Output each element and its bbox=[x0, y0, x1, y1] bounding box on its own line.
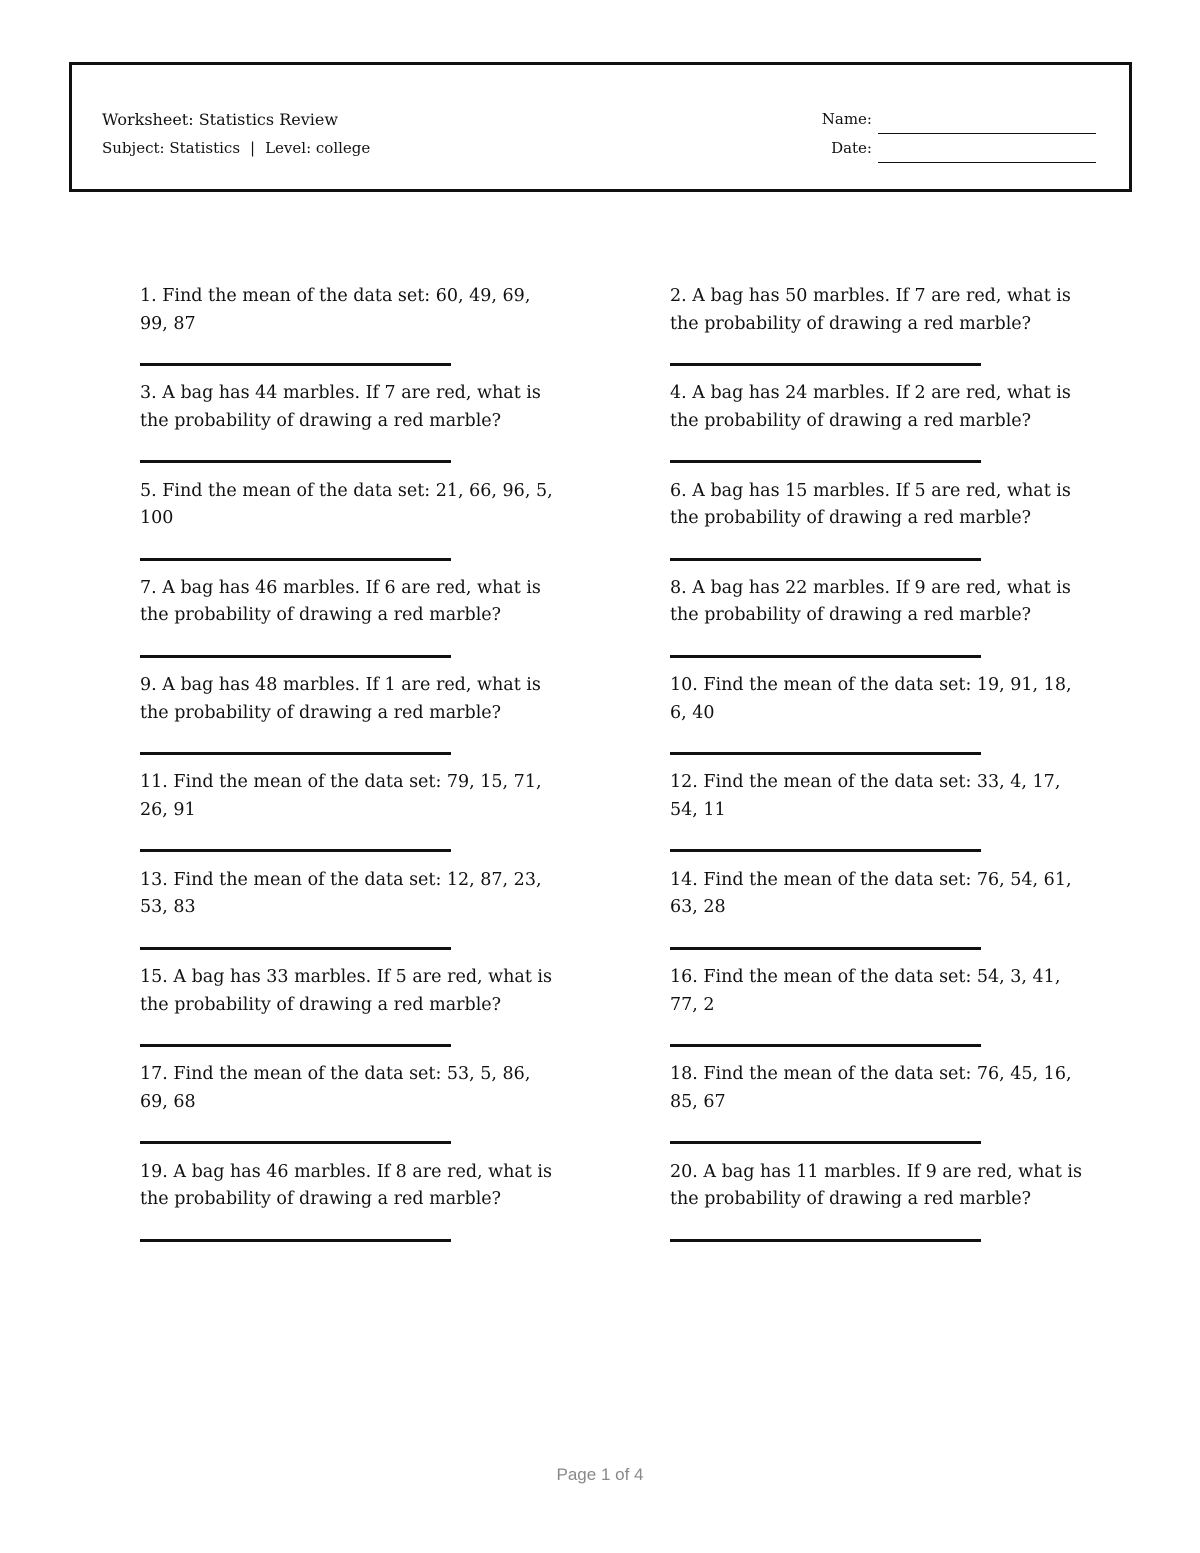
answer-line[interactable] bbox=[140, 460, 451, 463]
question-20 bbox=[670, 1159, 1090, 1256]
question-7 bbox=[140, 575, 560, 672]
answer-line[interactable] bbox=[140, 655, 451, 658]
question-2 bbox=[670, 283, 1090, 380]
answer-line[interactable] bbox=[140, 849, 451, 852]
question-10 bbox=[670, 672, 1090, 769]
answer-line[interactable] bbox=[670, 1141, 981, 1144]
name-blank[interactable] bbox=[878, 116, 1096, 134]
date-row bbox=[822, 134, 1096, 163]
header-info bbox=[102, 105, 370, 163]
question-19 bbox=[140, 1159, 560, 1256]
answer-line[interactable] bbox=[140, 1239, 451, 1242]
answer-line[interactable] bbox=[140, 363, 451, 366]
question-text: 20. A bag has 11 marbles. If 9 are red, what is the probability of drawing a red marble? bbox=[670, 1161, 1083, 1210]
answer-line[interactable] bbox=[140, 1044, 451, 1047]
question-text: 6. A bag has 15 marbles. If 5 are red, what is the probability of drawing a red marble? bbox=[670, 480, 1071, 529]
answer-line[interactable] bbox=[670, 947, 981, 950]
question-14 bbox=[670, 867, 1090, 964]
question-16 bbox=[670, 964, 1090, 1061]
question-text: 18. Find the mean of the data set: 76, 45, 16, 85, 67 bbox=[670, 1064, 1072, 1112]
question-12 bbox=[670, 769, 1090, 866]
question-text: 14. Find the mean of the data set: 76, 54, 61, 63, 28 bbox=[670, 869, 1072, 918]
question-17 bbox=[140, 1061, 560, 1158]
answer-line[interactable] bbox=[140, 947, 451, 950]
question-15 bbox=[140, 964, 560, 1061]
question-5 bbox=[140, 478, 560, 575]
question-text: 16. Find the mean of the data set: 54, 3, 41, 77, 2 bbox=[670, 967, 1061, 1015]
question-13 bbox=[140, 867, 560, 964]
question-text: 13. Find the mean of the data set: 12, 87, 23, 53, 83 bbox=[140, 869, 542, 918]
answer-line[interactable] bbox=[140, 752, 451, 755]
date-label: Date: bbox=[831, 139, 872, 157]
answer-line[interactable] bbox=[140, 1141, 451, 1144]
answer-line[interactable] bbox=[670, 849, 981, 852]
answer-line[interactable] bbox=[670, 558, 981, 561]
question-1 bbox=[140, 283, 560, 380]
level-label: Level: college bbox=[265, 139, 371, 157]
answer-line[interactable] bbox=[670, 1044, 981, 1047]
worksheet-header bbox=[69, 62, 1132, 192]
name-row bbox=[822, 105, 1096, 134]
question-text: 9. A bag has 48 marbles. If 1 are red, what is the probability of drawing a red marble? bbox=[140, 675, 541, 723]
question-text: 17. Find the mean of the data set: 53, 5, 86, 69, 68 bbox=[140, 1064, 531, 1112]
question-8 bbox=[670, 575, 1090, 672]
date-blank[interactable] bbox=[878, 145, 1096, 163]
answer-line[interactable] bbox=[670, 1239, 981, 1242]
question-text: 10. Find the mean of the data set: 19, 91, 18, 6, 40 bbox=[670, 675, 1072, 723]
answer-line[interactable] bbox=[670, 363, 981, 366]
name-label: Name: bbox=[821, 110, 872, 128]
subject-level-line bbox=[102, 134, 370, 163]
question-18 bbox=[670, 1061, 1090, 1158]
question-text: 4. A bag has 24 marbles. If 2 are red, what is the probability of drawing a red marble? bbox=[670, 383, 1071, 431]
question-text: 7. A bag has 46 marbles. If 6 are red, what is the probability of drawing a red marble? bbox=[140, 577, 541, 626]
answer-line[interactable] bbox=[670, 752, 981, 755]
question-grid bbox=[140, 283, 1100, 1256]
question-text: 1. Find the mean of the data set: 60, 49, 69, 99, 87 bbox=[140, 286, 531, 334]
worksheet-title: Worksheet: Statistics Review bbox=[102, 110, 339, 129]
subject-label: Subject: Statistics bbox=[102, 139, 241, 157]
answer-line[interactable] bbox=[140, 558, 451, 561]
question-text: 12. Find the mean of the data set: 33, 4, 17, 54, 11 bbox=[670, 772, 1061, 820]
question-9 bbox=[140, 672, 560, 769]
question-text: 15. A bag has 33 marbles. If 5 are red, what is the probability of drawing a red marble? bbox=[140, 967, 553, 1015]
question-6 bbox=[670, 478, 1090, 575]
header-separator: | bbox=[250, 139, 256, 157]
page-number: Page 1 of 4 bbox=[556, 1465, 644, 1484]
name-date-fields bbox=[822, 105, 1096, 163]
question-11 bbox=[140, 769, 560, 866]
question-text: 2. A bag has 50 marbles. If 7 are red, what is the probability of drawing a red marble? bbox=[670, 286, 1071, 334]
question-text: 11. Find the mean of the data set: 79, 15, 71, 26, 91 bbox=[140, 772, 542, 820]
question-text: 3. A bag has 44 marbles. If 7 are red, what is the probability of drawing a red marble? bbox=[140, 383, 541, 431]
answer-line[interactable] bbox=[670, 655, 981, 658]
question-4 bbox=[670, 380, 1090, 477]
answer-line[interactable] bbox=[670, 460, 981, 463]
question-text: 5. Find the mean of the data set: 21, 66, 96, 5, 100 bbox=[140, 480, 553, 529]
question-3 bbox=[140, 380, 560, 477]
question-text: 8. A bag has 22 marbles. If 9 are red, what is the probability of drawing a red marble? bbox=[670, 577, 1071, 626]
question-text: 19. A bag has 46 marbles. If 8 are red, what is the probability of drawing a red marble? bbox=[140, 1161, 553, 1210]
